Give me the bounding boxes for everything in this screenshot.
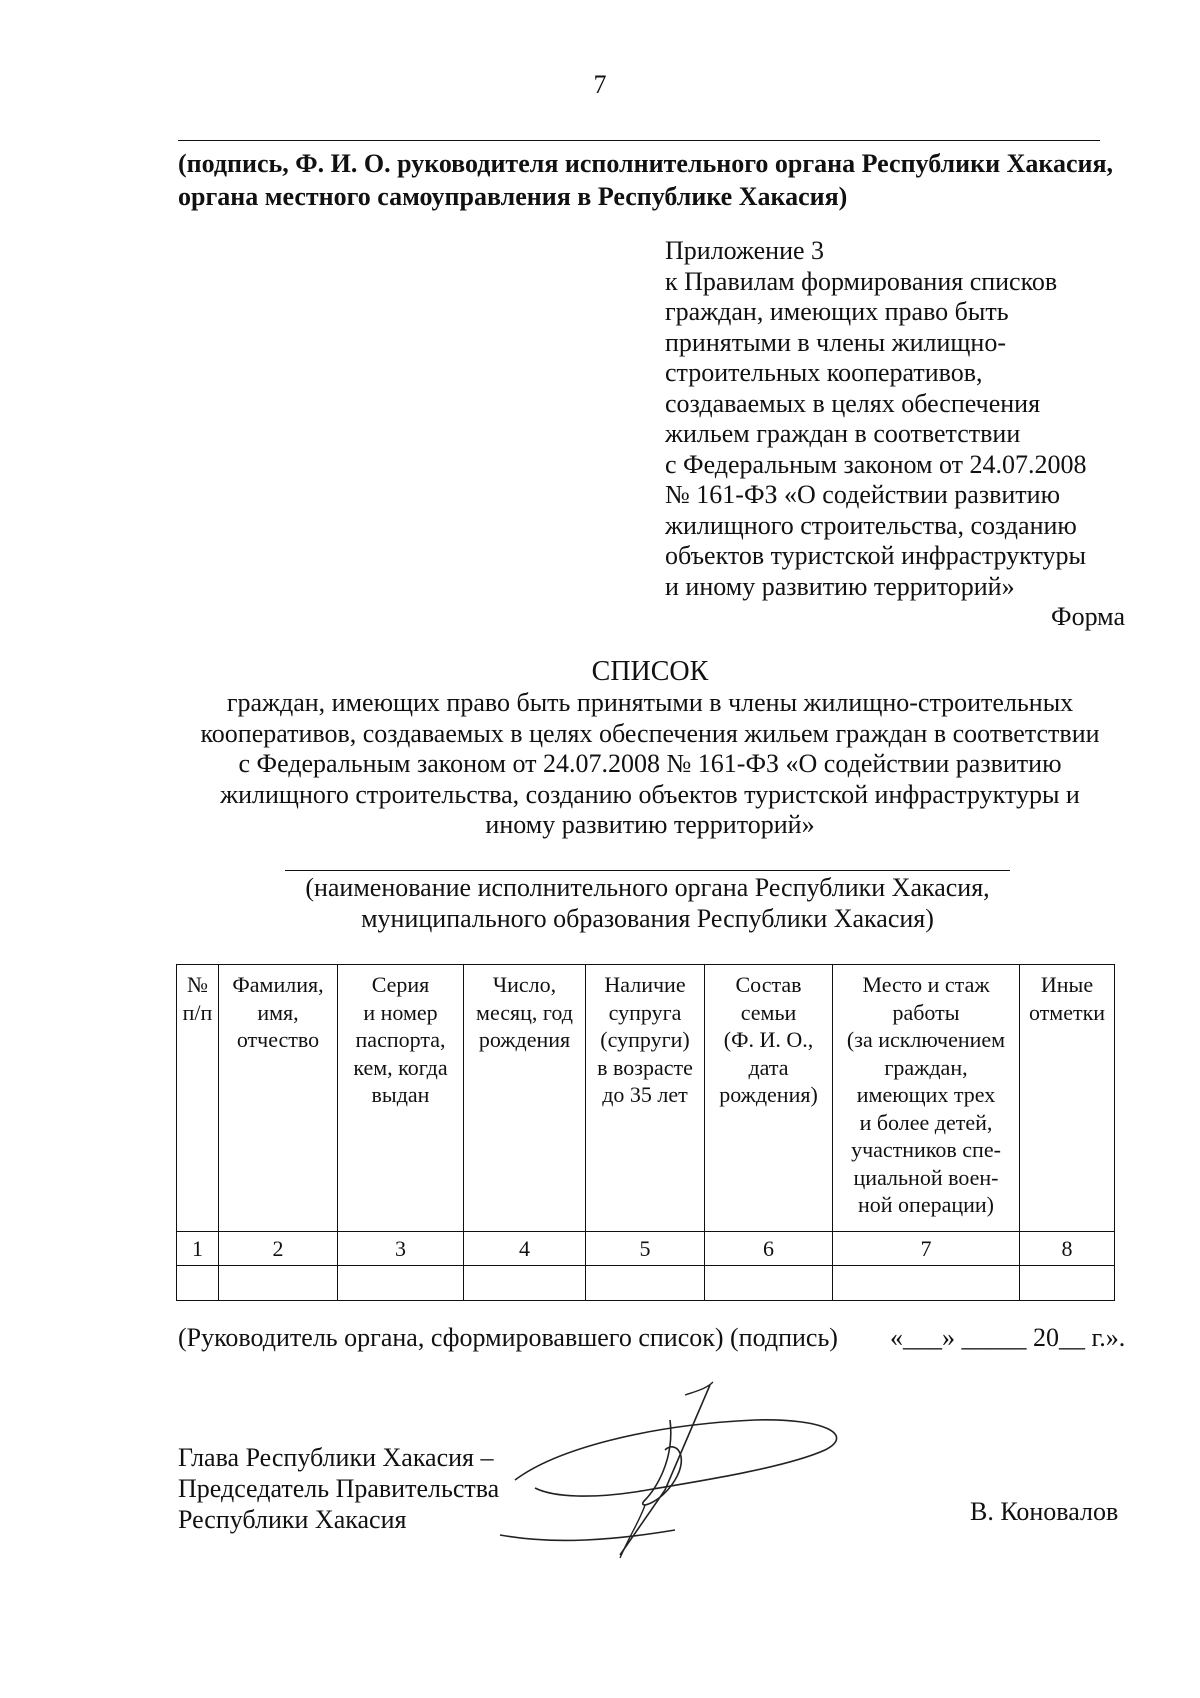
head-title-line: Республики Хакасия [178,1505,407,1534]
column-number: 7 [833,1232,1020,1266]
header-cell-notes: Иные отметки [1020,965,1115,1232]
signer-line: (Руководитель органа, сформировавшего список) (подпись) [178,1323,838,1352]
header-cell-family: Состав семьи (Ф. И. О., дата рождения) [705,965,833,1232]
empty-cell [705,1266,833,1301]
empty-cell [219,1266,338,1301]
subtitle-line: граждан, имеющих право быть принятыми в члены жилищно-строительных [226,688,1074,717]
table-row [177,1266,1115,1301]
subtitle-line: с Федеральным законом от 24.07.2008 № 161-ФЗ «О содействии развитию [238,749,1062,778]
appendix-line: с Федеральным законом от 24.07.2008 [665,449,1087,479]
head-title-line: Глава Республики Хакасия – [178,1443,494,1472]
header-cell-number: № п/п [177,965,219,1232]
caption-line: (подпись, Ф. И. О. руководителя исполнительного органа Республики Хакасия, [178,149,1114,178]
org-name-rule [285,870,1010,871]
appendix-line: принятыми в члены жилищно- [665,327,1007,357]
signature-caption [178,147,1113,213]
table-header-row [177,965,1115,1232]
appendix-line: создаваемых в целях обеспечения [665,388,1041,418]
handwritten-signature [495,1380,865,1570]
signature-rule [178,140,1100,141]
head-title [178,1442,499,1535]
subtitle-line: иному развитию территорий» [485,810,815,839]
subtitle-line: жилищного строительства, созданию объектов туристской инфраструктуры и [220,779,1080,809]
column-number: 4 [464,1232,586,1266]
empty-cell [464,1266,586,1301]
appendix-line: № 161-ФЗ «О содействии развитию [665,480,1060,509]
header-cell-spouse: Наличие супруга (супруги) в возрасте до 35 лет [586,965,705,1232]
header-cell-work: Место и стаж работы (за исключением граждан, имеющих трех и более детей, участников спе- циальной воен- ной операции) [833,965,1020,1232]
empty-cell [177,1266,219,1301]
page-number: 7 [593,70,607,99]
citizens-list-table [176,964,1115,1301]
column-number-row [177,1232,1115,1266]
org-caption-line: муниципального образования Республики Хакасия) [361,904,934,933]
appendix-block [665,236,1105,602]
header-cell-passport: Серия и номер паспорта, кем, когда выдан [338,965,464,1232]
empty-cell [1020,1266,1115,1301]
appendix-line: жилищного строительства, созданию [665,510,1077,540]
list-subtitle [200,688,1100,841]
appendix-line: Приложение 3 [665,236,825,265]
head-name: В. Коновалов [970,1497,1119,1526]
caption-line: органа местного самоуправления в Республике Хакасия) [178,182,848,211]
org-caption-line: (наименование исполнительного органа Республики Хакасия, [305,873,990,902]
appendix-line: объектов туристской инфраструктуры [665,541,1086,570]
empty-cell [338,1266,464,1301]
appendix-line: и иному развитию территорий» [665,571,1015,601]
form-label: Форма [1051,602,1125,631]
column-number: 1 [177,1232,219,1266]
empty-cell [833,1266,1020,1301]
column-number: 8 [1020,1232,1115,1266]
subtitle-line: кооперативов, создаваемых в целях обеспечения жильем граждан в соответствии [200,718,1100,748]
header-cell-name: Фамилия, имя, отчество [219,965,338,1232]
head-title-line: Председатель Правительства [178,1474,500,1503]
column-number: 3 [338,1232,464,1266]
empty-cell [586,1266,705,1301]
list-title: СПИСОК [591,656,709,687]
appendix-line: к Правилам формирования списков [665,266,1058,296]
appendix-line: граждан, имеющих право быть [665,297,1009,326]
org-caption [285,872,1010,934]
column-number: 5 [586,1232,705,1266]
appendix-line: строительных кооперативов, [665,358,983,387]
column-number: 6 [705,1232,833,1266]
header-cell-birthdate: Число, месяц, год рождения [464,965,586,1232]
column-number: 2 [219,1232,338,1266]
appendix-line: жильем граждан в соответствии [665,419,1021,448]
date-line: «___» _____ 20__ г.». [890,1323,1126,1352]
